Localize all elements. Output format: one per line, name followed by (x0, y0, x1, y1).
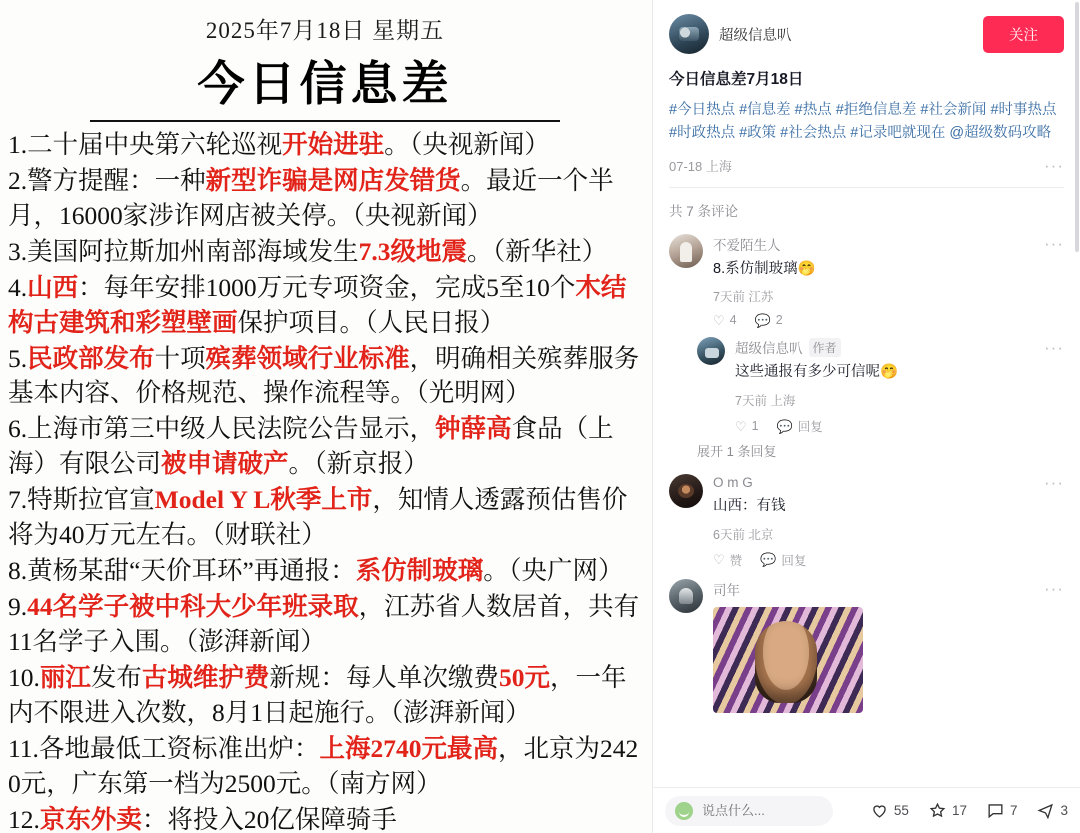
comment-image[interactable] (713, 607, 863, 713)
author-badge: 作者 (809, 338, 841, 357)
news-highlight: 7.3级地震 (358, 236, 468, 266)
heart-icon: ♡ (735, 418, 747, 434)
comment-count-label: 共 7 条评论 (669, 203, 739, 219)
comment-action-count: 7 (1009, 803, 1018, 818)
news-item (8, 128, 640, 163)
comment-like-count: 赞 (729, 553, 743, 568)
news-item-number: 1. (8, 130, 28, 159)
panel-header (653, 0, 1080, 64)
news-text: 食品（上海）有限公司 (8, 414, 614, 479)
news-text: ，江苏省人数居首，共有11名学子入围。（澎湃新闻） (8, 591, 640, 656)
news-text: 。最近一个半月，16000家涉诈网店被关停。（央视新闻） (8, 165, 614, 230)
news-item (8, 803, 640, 833)
comment-actions (713, 313, 1064, 327)
news-text: ：每年安排1000万元专项资金，完成5至10个 (78, 272, 576, 302)
news-text: 新规：每人单次缴费 (269, 662, 499, 692)
follow-button[interactable]: 关注 (983, 16, 1064, 53)
news-item-number: 3. (8, 236, 28, 266)
poster-title-rule (90, 120, 560, 122)
comment-button[interactable] (986, 801, 1018, 820)
news-text: 二十届中央第六轮巡视 (27, 130, 283, 159)
news-item (8, 590, 640, 660)
news-highlight: 钟薛高 (435, 414, 512, 444)
news-highlight: 京东外卖 (39, 804, 142, 833)
news-highlight: 50元 (498, 662, 550, 692)
news-text: 发布 (90, 662, 142, 692)
comment-body (713, 579, 1064, 713)
comment-input-bar (653, 787, 1080, 833)
news-highlight: 被申请破产 (161, 449, 289, 479)
news-highlight: 丽江 (39, 662, 91, 692)
news-text: 保护项目。（人民日报） (237, 307, 506, 337)
comment-text: 山西：有钱 (713, 498, 786, 515)
news-text: ，北京为2420元，广东第一档为2500元。（南方网） (8, 733, 639, 798)
comment-panel (653, 0, 1080, 833)
news-highlight: 44名学子被中科大少年班录取 (27, 591, 359, 621)
news-item-number: 9. (8, 591, 28, 621)
favorite-button[interactable] (928, 801, 967, 820)
comment-like-button[interactable] (713, 551, 742, 569)
comment-reply-count: 回复 (797, 420, 823, 435)
news-text: 。（新华社） (467, 236, 608, 266)
poster-title: 今日信息差 (197, 59, 453, 111)
news-text: ，一年内不限进入次数，8月1日起施行。（澎湃新闻） (8, 662, 627, 727)
news-text: 美国阿拉斯加州南部海域发生 (27, 236, 359, 266)
comment-reply-count: 回复 (781, 553, 807, 568)
share-icon (1036, 801, 1055, 820)
news-text: 十项 (154, 343, 206, 373)
bottom-actions (833, 801, 1068, 820)
comment-body (713, 474, 1064, 569)
poster-date: 2025年7月18日 星期五 (205, 18, 445, 43)
news-text: ：将投入20亿保障骑手 (141, 804, 397, 833)
comment-reply-button[interactable] (760, 551, 806, 569)
like-button[interactable] (870, 801, 909, 820)
comment-text: 这些通报有多少可信呢🤭 (735, 364, 899, 381)
heart-icon: ♡ (713, 312, 725, 328)
comment-author-name[interactable]: 超级信息叭 (735, 341, 803, 357)
comment-reply-count: 2 (775, 313, 783, 328)
like-count: 55 (893, 803, 909, 818)
comment-icon (986, 801, 1005, 820)
news-item (8, 732, 640, 802)
comment-list (653, 226, 1080, 833)
news-item (8, 164, 640, 234)
news-item (8, 483, 640, 553)
comment-body (713, 234, 1064, 328)
news-highlight: 木结构古建筑和彩塑壁画 (8, 272, 627, 337)
news-text: 。（央广网） (483, 556, 624, 586)
news-highlight: 山西 (27, 272, 79, 302)
news-item-number: 2. (8, 165, 28, 195)
news-highlight: 殡葬领域行业标准 (205, 343, 410, 373)
comment-icon: 💬 (776, 418, 793, 434)
news-highlight: 上海2740元最高 (319, 733, 498, 763)
panel-scrollbar[interactable] (1075, 2, 1079, 252)
post-tags[interactable]: #今日热点 #信息差 #热点 #拒绝信息差 #社会新闻 #时事热点 #时政热点 #政策 #社会热点 #记录吧就现在 @超级数码攻略 (669, 102, 1057, 142)
news-item-number: 6. (8, 414, 28, 444)
news-item-number: 11. (8, 733, 39, 763)
comment-like-count: 1 (751, 419, 759, 434)
expand-replies-link[interactable]: 展开 1 条回复 (697, 444, 777, 460)
news-highlight: 开始进驻 (282, 130, 385, 159)
news-item (8, 412, 640, 482)
comment-body (735, 337, 1064, 435)
post-more-icon[interactable]: ··· (1044, 155, 1064, 175)
comment-like-button[interactable] (735, 419, 759, 433)
comment-text: 8.系仿制玻璃🤭 (713, 260, 816, 277)
news-text: 特斯拉官宣 (27, 485, 155, 515)
heart-icon (870, 801, 889, 820)
post-meta: 07-18 上海 (669, 158, 732, 174)
comment-meta: 6天前 北京 (713, 527, 774, 542)
comment-avatar[interactable] (669, 234, 703, 268)
comment-reply-button[interactable] (777, 417, 823, 435)
news-item (8, 342, 640, 412)
comment-input-wrap[interactable] (665, 796, 833, 826)
comment-more-icon[interactable]: ··· (1044, 473, 1064, 493)
heart-icon: ♡ (713, 552, 725, 568)
news-text: 黄杨某甜“天价耳环”再通报： (27, 556, 356, 586)
news-text: 上海市第三中级人民法院公告显示， (27, 414, 436, 444)
emoji-icon[interactable] (675, 802, 693, 820)
share-count: 3 (1060, 803, 1068, 818)
comment-avatar[interactable] (697, 337, 725, 365)
news-item-number: 5. (8, 343, 28, 373)
comment-meta: 7天前 江苏 (713, 290, 774, 305)
comment-author-name[interactable]: O m G (713, 475, 753, 491)
news-text: 各地最低工资标准出炉： (38, 733, 320, 763)
comment-head (713, 579, 1064, 599)
news-item-number: 12. (8, 804, 40, 833)
news-item-number: 7. (8, 485, 28, 515)
news-text: 。（新京报） (288, 449, 429, 479)
comment-like-button[interactable] (713, 313, 737, 327)
news-highlight: 新型诈骗是网店发错货 (205, 165, 461, 195)
comment-like-count: 4 (729, 313, 737, 328)
comment-avatar[interactable] (669, 474, 703, 508)
news-item (8, 235, 640, 270)
comment-head (713, 234, 1064, 254)
post-meta-row (653, 146, 1080, 187)
news-text: ，明确相关殡葬服务基本内容、价格规范、操作流程等。（光明网） (8, 343, 640, 408)
comment-head (735, 337, 1064, 357)
news-item (8, 271, 640, 341)
comment-item[interactable] (653, 226, 1080, 330)
comment-author-name[interactable]: 司年 (713, 582, 740, 598)
comment-actions (713, 551, 1064, 569)
account-name[interactable]: 超级信息叭 (719, 27, 792, 44)
comment-avatar[interactable] (669, 579, 703, 613)
news-text: 警方提醒：一种 (27, 165, 206, 195)
news-text: ，知情人透露预估售价将为40万元左右。（财联社） (8, 485, 628, 550)
comment-more-icon[interactable]: ··· (1044, 337, 1064, 357)
news-item (8, 661, 640, 731)
news-list (6, 128, 644, 833)
comment-head (713, 474, 1064, 491)
comment-item[interactable] (653, 571, 1080, 715)
news-highlight: 古城维护费 (141, 662, 270, 692)
comment-item[interactable] (653, 466, 1080, 571)
news-item-number: 8. (8, 556, 28, 586)
news-highlight: Model Y L秋季上市 (154, 485, 373, 515)
post-title: 今日信息差7月18日 (669, 71, 804, 88)
news-item (8, 554, 640, 589)
comment-actions (735, 417, 1064, 435)
comment-reply-button[interactable] (755, 313, 783, 327)
news-text: 。（央视新闻） (384, 130, 550, 159)
comment-icon: 💬 (760, 552, 777, 568)
news-highlight: 民政部发布 (27, 343, 155, 373)
comment-more-icon[interactable]: ··· (1044, 579, 1064, 599)
star-icon (928, 801, 947, 820)
news-item-number: 4. (8, 272, 28, 302)
comment-more-icon[interactable]: ··· (1044, 234, 1064, 254)
news-highlight: 系仿制玻璃 (355, 556, 484, 586)
comment-input[interactable] (700, 802, 824, 819)
share-button[interactable] (1036, 801, 1068, 820)
comment-author-name[interactable]: 不爱陌生人 (713, 237, 781, 253)
favorite-count: 17 (951, 803, 967, 818)
comment-icon: 💬 (754, 312, 771, 328)
news-item-number: 10. (8, 662, 40, 692)
comment-reply[interactable] (653, 329, 1080, 437)
comment-meta: 7天前 上海 (735, 394, 796, 409)
avatar[interactable] (669, 14, 709, 54)
